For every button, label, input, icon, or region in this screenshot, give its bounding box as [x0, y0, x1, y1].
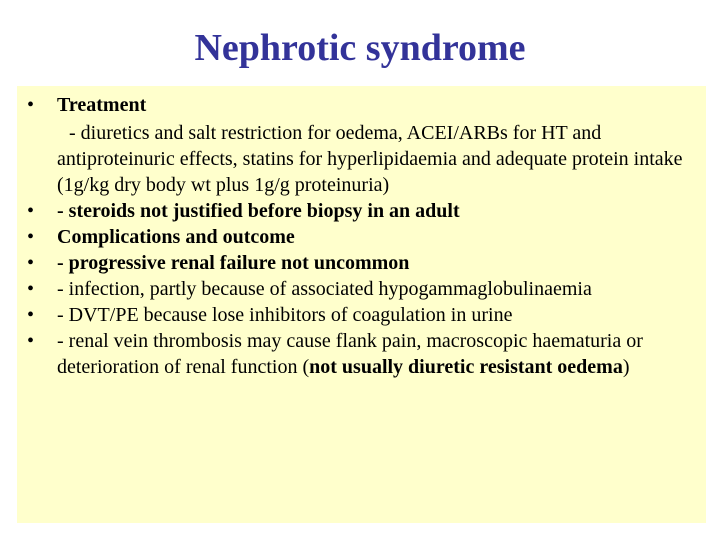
- bullet-icon: •: [27, 330, 35, 352]
- dvt-pe-text: - DVT/PE because lose inhibitors of coagulation in urine: [57, 304, 513, 326]
- infection-text: - infection, partly because of associated hypogammaglobulinaemia: [57, 278, 592, 300]
- list-item-steroids: [27, 198, 696, 224]
- list-item-treatment: [27, 92, 696, 118]
- bullet-icon: •: [27, 252, 35, 274]
- list-item-renal-failure: [27, 250, 696, 276]
- renal-failure-text: - progressive renal failure not uncommon: [57, 252, 410, 274]
- content-panel: [17, 86, 706, 523]
- renal-vein-bold-text: not usually diuretic resistant oedema: [309, 356, 623, 378]
- bullet-icon: •: [27, 278, 35, 300]
- treatment-detail-rest: antiproteinuric effects, statins for hyperlipidaemia and adequate protein intake (1g/kg dry body wt plus 1g/g proteinuria): [57, 148, 683, 196]
- page-title: Nephrotic syndrome: [194, 27, 526, 69]
- complications-heading: Complications and outcome: [57, 226, 295, 248]
- bullet-icon: •: [27, 304, 35, 326]
- list-item-complications: [27, 224, 696, 250]
- steroids-text: - steroids not justified before biopsy in an adult: [57, 200, 460, 222]
- list-item-dvt-pe: [27, 302, 696, 328]
- bullet-icon: •: [27, 226, 35, 248]
- treatment-detail-line1: - diuretics and salt restriction for oedema, ACEI/ARBs for HT and: [69, 122, 602, 144]
- treatment-heading: Treatment: [57, 94, 147, 116]
- bullet-icon: •: [27, 94, 35, 116]
- renal-vein-close: ): [622, 356, 630, 378]
- bullet-icon: •: [27, 200, 35, 222]
- list-item-renal-vein: [27, 328, 696, 380]
- treatment-detail: [27, 120, 696, 198]
- list-item-infection: [27, 276, 696, 302]
- renal-vein-text: - renal vein thrombosis may cause flank pain, macroscopic haematuria or deterioration of renal function (: [57, 330, 643, 378]
